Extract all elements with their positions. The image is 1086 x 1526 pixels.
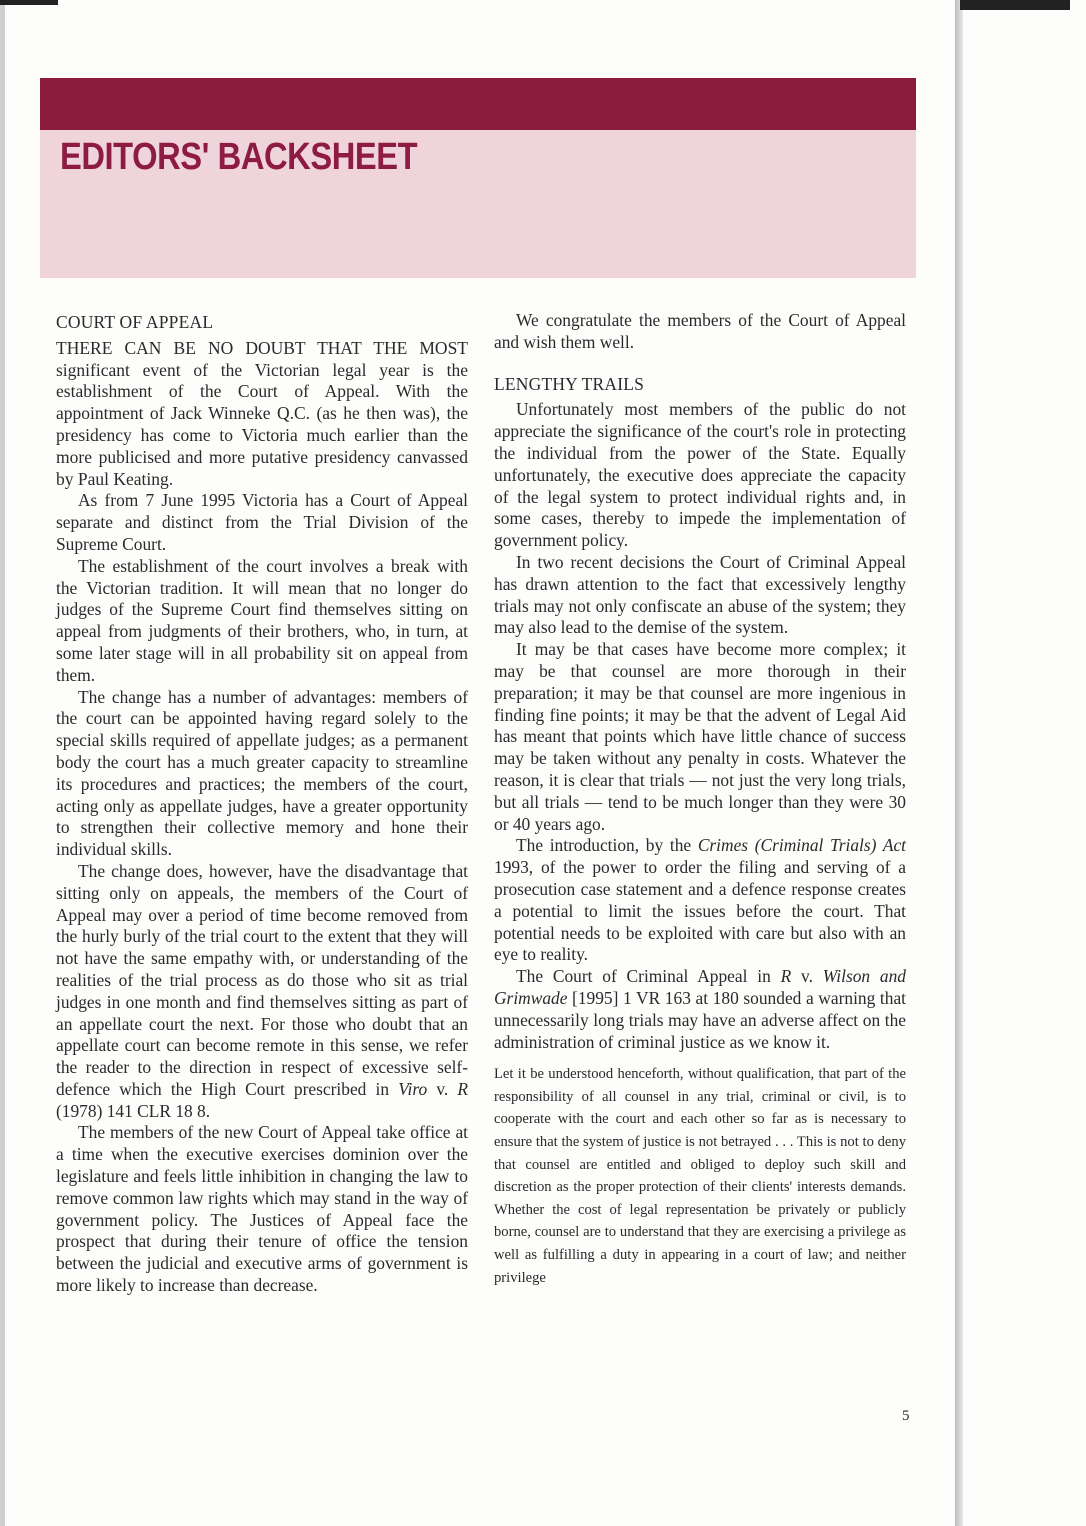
paragraph: [494, 835, 906, 966]
paragraph: THERE CAN BE NO DOUBT THAT THE MOST significant event of the Victorian legal year is the establishment of the Court of Appeal. With the appointment of Jack Winneke Q.C. (as he then was), the presidency has come to Victoria much earlier than the more publicised and more putative presidency canvassed by Paul Keating.: [56, 337, 468, 489]
paragraph: The establishment of the court involves a break with the Victorian tradition. It will mean that no longer do judges of the Supreme Court find themselves sitting on appeal from judgments of their brothers, who, in turn, at some later stage will in all probability sit on appeal from them.: [56, 555, 468, 685]
paragraph: As from 7 June 1995 Victoria has a Court of Appeal separate and distinct from the Trial Division of the Supreme Court.: [56, 490, 468, 554]
paragraph-text: The Court of Criminal Appeal in: [516, 966, 781, 987]
paragraph: We congratulate the members of the Court of Appeal and wish them well.: [494, 310, 906, 352]
page-title: EDITORS' BACKSHEET: [60, 136, 418, 178]
case-name: Viro: [398, 1078, 428, 1099]
page-number: 5: [902, 1408, 910, 1424]
paragraph-text: The introduction, by the: [516, 835, 698, 856]
paragraph: The change has a number of advantages: members of the court can be appointed having regard solely to the special skills required of appellate judges; as a permanent body the court has a much greater capacity to streamline its procedures and practices; the members of the court, acting only as appellate judges, have a greater opportunity to strengthen their collective memory and hone their individual skills.: [56, 686, 468, 860]
paragraph: Unfortunately most members of the public do not appreciate the significance of the court's role in protecting the individual from the power of the State. Equally unfortunately, the executive does appreciate the capacity of the legal system to protect individual rights and, in some cases, thereby to impede the implementation of government policy.: [494, 399, 906, 551]
case-name: R: [457, 1078, 469, 1099]
paragraph-text: [1995] 1 VR 163 at 180 sounded a warning that unnecessarily long trials may have an adverse affect on the administration of criminal justice as we know it.: [494, 987, 906, 1052]
paragraph-text: The change does, however, have the disadvantage that sitting only on appeals, the members of the Court of Appeal may over a period of time become removed from the hurly burly of the trial court to the extent that they will not have the same empathy with, or understanding of the realities of the trial process as do those who sit as trial judges in one month and find themselves sitting as part of an appellate court the next. For those who doubt that an appellate court can become remote in this sense, we refer the reader to the direction in respect of excessive self-defence which the High Court prescribed in: [56, 860, 468, 1099]
column-right: [494, 310, 906, 1289]
paragraph-text: 1993, of the power to order the filing and serving of a prosecution case statement and a defence response creates a potential to limit the issues before the court. That potential needs to be exploited with care but also with an eye to reality.: [494, 857, 906, 965]
paragraph: [56, 861, 468, 1123]
masthead-bar: [40, 78, 916, 130]
column-left: [56, 310, 468, 1297]
paragraph: The members of the new Court of Appeal take office at a time when the executive exercises dominion over the legislature and feels little inhibition in changing the law to remove common law rights which may stand in the way of government policy. The Justices of Appeal face the prospect that during their tenure of office the tension between the judicial and executive arms of government is more likely to increase than decrease.: [56, 1122, 468, 1296]
act-title: Crimes (Criminal Trials) Act: [697, 835, 906, 856]
paragraph: In two recent decisions the Court of Criminal Appeal has drawn attention to the fact that excessively lengthy trials may not only confiscate an abuse of the system; they may also lead to the demise of the system.: [494, 551, 906, 638]
paragraph: [494, 966, 906, 1053]
case-citation: (1978) 141 CLR 18 8.: [56, 1100, 211, 1121]
case-v: v.: [427, 1078, 458, 1099]
case-v: v.: [791, 966, 823, 987]
case-name: Wilson and Grimwade: [494, 966, 906, 1008]
paragraph: It may be that cases have become more complex; it may be that counsel are more thorough in their preparation; it may be that counsel are more ingenious in finding fine points; it may be that the advent of Legal Aid has meant that points which have little chance of success may be taken without any penalty in costs. Whatever the reason, it is clear that trials — not just the very long trials, but all trials — tend to be much longer than they were 30 or 40 years ago.: [494, 639, 906, 834]
block-quote: Let it be understood henceforth, without qualification, that part of the responsibility of all counsel in any trial, criminal or civil, is to cooperate with the court and each other so far as is necessary to ensure that the system of justice is not betrayed . . . This is not to deny that counsel are entitled and obliged to deploy such skill and discretion as the proper protection of their clients' interests demands. Whether the cost of legal representation be privately or publicly borne, counsel are to understand that they are exercising a privilege as well as fulfilling a duty in appearing in a court of law; and neither privilege: [494, 1066, 906, 1286]
scan-edge-left: [0, 0, 5, 1526]
case-name: R: [780, 966, 792, 987]
masthead-panel: [40, 78, 916, 278]
scan-mark-right: [960, 0, 1070, 10]
section-heading-court-of-appeal: COURT OF APPEAL: [56, 312, 214, 332]
scan-mark-top: [0, 0, 58, 5]
section-heading-lengthy-trails: LENGTHY TRAILS: [494, 373, 645, 394]
scan-edge-right: [955, 0, 963, 1526]
